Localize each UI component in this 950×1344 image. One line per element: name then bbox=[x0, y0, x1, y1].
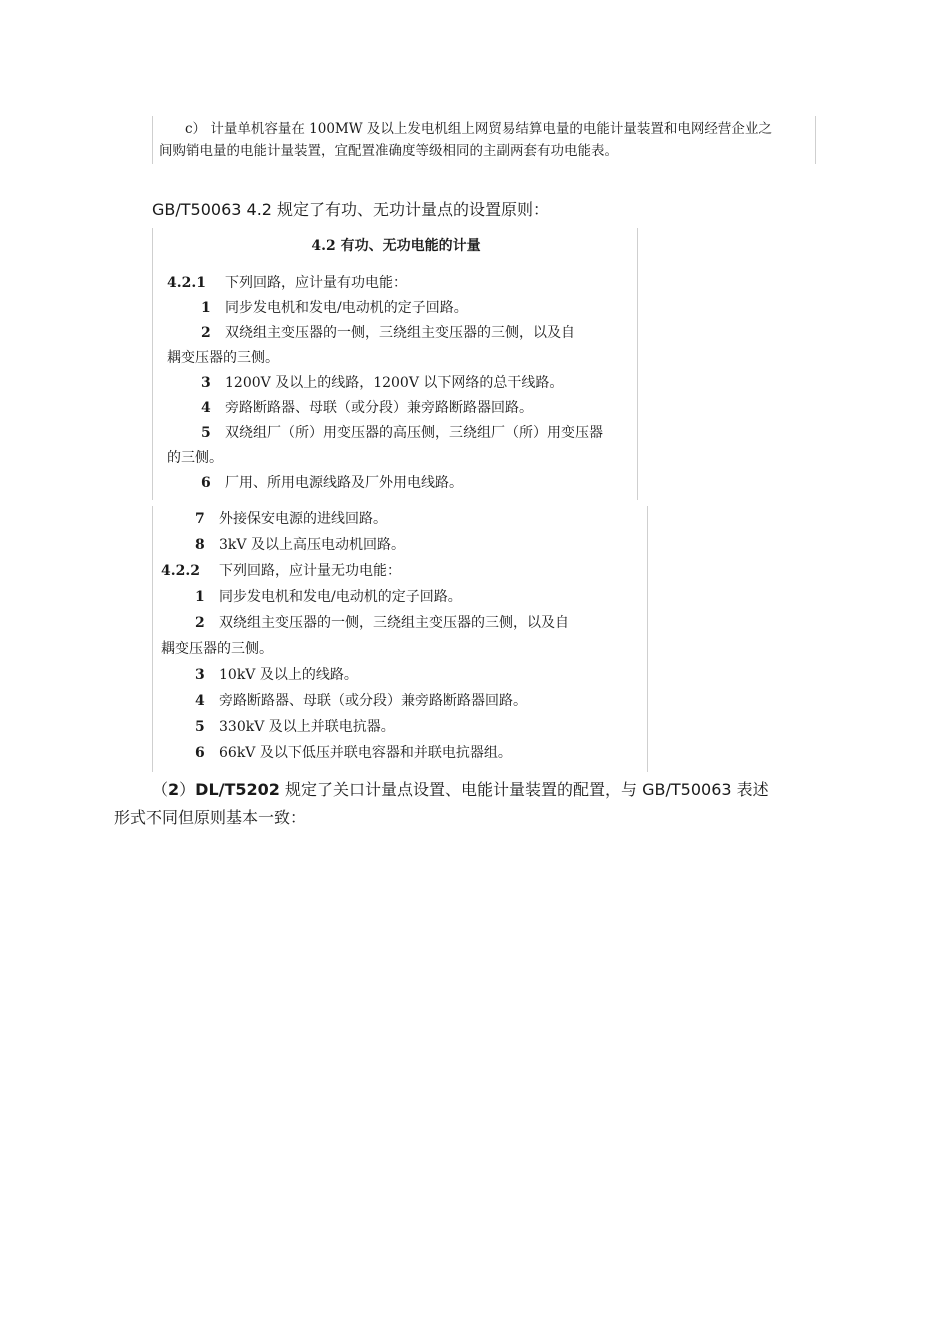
clause-text: 下列回路，应计量无功电能： bbox=[219, 563, 401, 579]
item-text: 66kV 及以下低压并联电容器和并联电抗器组。 bbox=[219, 745, 512, 761]
clause-text: 下列回路，应计量有功电能： bbox=[225, 275, 407, 291]
section-title: 4.2 有功、无功电能的计量 bbox=[311, 238, 481, 254]
item-text-continued: 耦变压器的三侧。 bbox=[161, 641, 273, 657]
item-number: 5 bbox=[201, 425, 211, 441]
clause-number: 4.2.1 bbox=[167, 275, 206, 291]
paren-close: ） bbox=[179, 780, 196, 799]
item-number: 1 bbox=[201, 300, 211, 316]
standard-code: DL/T5202 bbox=[195, 780, 280, 799]
excerpt-line-2: 间购销电量的电能计量装置，宜配置准确度等级相同的主副两套有功电能表。 bbox=[159, 143, 618, 159]
standard-excerpt-box-2 bbox=[152, 506, 648, 772]
item-text: 同步发电机和发电/电动机的定子回路。 bbox=[219, 589, 462, 605]
item-number: 8 bbox=[195, 537, 205, 553]
item-text-continued: 的三侧。 bbox=[167, 450, 223, 466]
list-number: 2 bbox=[168, 780, 180, 799]
item-number: 3 bbox=[201, 375, 211, 391]
item-text: 厂用、所用电源线路及厂外用电线路。 bbox=[225, 475, 463, 491]
item-text: 10kV 及以上的线路。 bbox=[219, 667, 358, 683]
item-text: 外接保安电源的进线回路。 bbox=[219, 511, 387, 527]
paragraph-dl-reference bbox=[152, 780, 769, 800]
item-number: 4 bbox=[195, 693, 205, 709]
item-number: 2 bbox=[195, 615, 205, 631]
item-number: 5 bbox=[195, 719, 205, 735]
item-number: 6 bbox=[195, 745, 205, 761]
paragraph-dl-reference-line-2: 形式不同但原则基本一致： bbox=[114, 808, 307, 827]
item-text: 双绕组主变压器的一侧，三绕组主变压器的三侧，以及自 bbox=[219, 615, 569, 631]
item-text: 旁路断路器、母联（或分段）兼旁路断路器回路。 bbox=[225, 400, 533, 416]
item-text: 同步发电机和发电/电动机的定子回路。 bbox=[225, 300, 468, 316]
excerpt-line-1: c） 计量单机容量在 100MW 及以上发电机组上网贸易结算电量的电能计量装置和电网经营企业之 bbox=[185, 121, 772, 137]
item-number: 2 bbox=[201, 325, 211, 341]
item-text: 330kV 及以上并联电抗器。 bbox=[219, 719, 395, 735]
paragraph-gb-reference: GB/T50063 4.2 规定了有功、无功计量点的设置原则： bbox=[152, 200, 550, 219]
paragraph-text: 规定了关口计量点设置、电能计量装置的配置，与 GB/T50063 表述 bbox=[279, 780, 769, 799]
item-text: 双绕组厂（所）用变压器的高压侧，三绕组厂（所）用变压器 bbox=[225, 425, 603, 441]
item-number: 1 bbox=[195, 589, 205, 605]
standard-excerpt-box-1 bbox=[152, 228, 638, 500]
item-number: 7 bbox=[195, 511, 205, 527]
item-text-continued: 耦变压器的三侧。 bbox=[167, 350, 279, 366]
item-text: 1200V 及以上的线路，1200V 以下网络的总干线路。 bbox=[225, 375, 564, 391]
clause-number: 4.2.2 bbox=[161, 563, 200, 579]
top-excerpt bbox=[152, 116, 816, 164]
item-text: 3kV 及以上高压电动机回路。 bbox=[219, 537, 405, 553]
item-number: 6 bbox=[201, 475, 211, 491]
item-number: 3 bbox=[195, 667, 205, 683]
item-number: 4 bbox=[201, 400, 211, 416]
item-text: 旁路断路器、母联（或分段）兼旁路断路器回路。 bbox=[219, 693, 527, 709]
item-text: 双绕组主变压器的一侧，三绕组主变压器的三侧，以及自 bbox=[225, 325, 575, 341]
paren-open: （ bbox=[152, 780, 169, 799]
